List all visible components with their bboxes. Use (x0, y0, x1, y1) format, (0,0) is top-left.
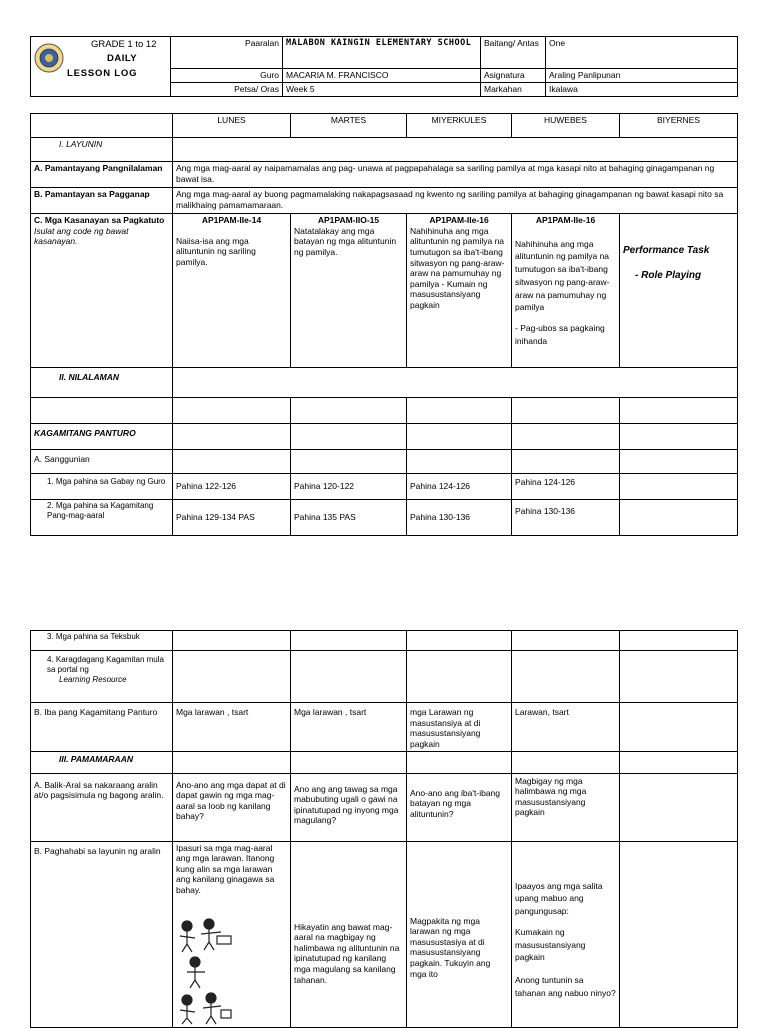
text-miyerkules: Nahihinuha ang mga alituntunin ng pamilya na tumutugon sa iba't-ibang sitwasyon ng pang-araw-araw na pamumuhay ng pamilya - Kumain ng masusustansiyang pagkain (410, 225, 505, 310)
kag-page-miyerkules: Pahina 130-136 (407, 500, 512, 536)
petsa-value: Week 5 (283, 83, 481, 97)
empty-cell (512, 651, 620, 703)
day-martes: MARTES (291, 114, 407, 138)
day-lunes: LUNES (173, 114, 291, 138)
pamantayan-pagganap-text: Ang mga mag-aaral ay buong pagmamalaking nakapagsasaad ng kwento ng sariling pamilya at bahaging ginagampanan ng bawat kasapi nito sa malikhaing pamamamaraan. (173, 188, 738, 214)
karagdagan-cell (31, 651, 173, 703)
empty-cell (173, 424, 291, 450)
kag-page-huwebes: Pahina 130-136 (512, 500, 620, 536)
header-table (30, 36, 738, 97)
empty-left (31, 398, 173, 424)
deped-seal-icon (34, 43, 64, 73)
kasanayan-label: C. Mga Kasanayan sa Pagkatuto (34, 215, 165, 225)
empty-cell (620, 474, 738, 500)
extra-huwebes: - Pag-ubos sa pagkaing inihanda (515, 323, 605, 346)
text-huwebes: Nahihinuha ang mga alituntunin ng pamilya na tumutugon sa iba't-ibang sitwasyon ng pang-araw-araw na pamumuhay ng pamilya (515, 238, 610, 313)
layunin-empty (173, 138, 738, 162)
empty-cell (407, 751, 512, 773)
baitang-label: Baitang/ Antas (481, 37, 546, 69)
balik-martes: Ano ang ang tawag sa mga mabubuting ugali o gawi na ipinatutupad ng inyong mga magulang? (291, 773, 407, 841)
pamantayan-pagganap-label: B. Pamantayan sa Pagganap (31, 188, 173, 214)
guro-page-martes: Pahina 120-122 (291, 474, 407, 500)
baitang-value: One (546, 37, 738, 69)
empty-cell (173, 450, 291, 474)
paghahabi-label: B. Paghahabi sa layunin ng aralin (31, 841, 173, 1027)
paghahabi-martes: Hikayatin ang bawat mag-aaral na magbigay ng halimbawa ng alituntunin na ipinatutupad ng kanilang mga magulang sa kanilang tahanan. (291, 841, 407, 1027)
asignatura-value: Araling Panlipunan (546, 69, 738, 83)
empty-cell (620, 703, 738, 752)
empty-cell (512, 450, 620, 474)
markahan-value: Ikalawa (546, 83, 738, 97)
paaralan-value: MALABON KAINGIN ELEMENTARY SCHOOL (283, 37, 481, 69)
guro-value: MACARIA M. FRANCISCO (283, 69, 481, 83)
empty-cell (173, 651, 291, 703)
nilalaman-empty (173, 368, 738, 398)
huwebes-question: Anong tuntunin sa tahanan ang nabuo ninyo? (515, 975, 616, 998)
empty-cell (291, 424, 407, 450)
kasanayan-sub: Isulat ang code ng bawat kasanayan. (34, 225, 129, 247)
paaralan-label: Paaralan (171, 37, 283, 69)
guro-label: Guro (171, 69, 283, 83)
empty-cell (291, 631, 407, 651)
layunin-heading: I. LAYUNIN (31, 138, 173, 162)
code-miyerkules: AP1PAM-IIe-16 (429, 215, 489, 225)
kasanayan-miyerkules (407, 214, 512, 368)
iba-lunes: Mga larawan , tsart (173, 703, 291, 752)
pamantayang-pangnilalaman-label: A. Pamantayang Pangnilalaman (31, 162, 173, 188)
iba-huwebes: Larawan, tsart (512, 703, 620, 752)
kasanayan-biyernes (620, 214, 738, 368)
empty-cell (620, 398, 738, 424)
empty-cell (620, 841, 738, 1027)
guro-page-lunes: Pahina 122-126 (173, 474, 291, 500)
empty-corner (31, 114, 173, 138)
empty-cell (620, 500, 738, 536)
empty-cell (620, 651, 738, 703)
empty-cell (291, 450, 407, 474)
empty-cell (512, 631, 620, 651)
empty-cell (407, 398, 512, 424)
empty-cell (620, 751, 738, 773)
guro-page-miyerkules: Pahina 124-126 (407, 474, 512, 500)
empty-cell (291, 751, 407, 773)
balik-lunes: Ano-ano ang mga dapat at di dapat gawin ng mga mag-aaral sa loob ng kanilang bahay? (173, 773, 291, 841)
empty-cell (173, 751, 291, 773)
kasanayan-cell (31, 214, 173, 368)
lesson-table-page2 (30, 630, 738, 1028)
text-lunes: Naiisa-isa ang mga alituntunin ng sariling pamilya. (176, 235, 256, 267)
grade-label: GRADE 1 to 12 (91, 39, 157, 50)
empty-cell (173, 398, 291, 424)
huwebes-sentence: Kumakain ng masusustansiyang pagkain (515, 926, 586, 963)
kagamitang-label: 2. Mga pahina sa Kagamitang Pang-mag-aaral (31, 500, 173, 536)
empty-cell (407, 424, 512, 450)
empty-cell (620, 631, 738, 651)
empty-cell (512, 751, 620, 773)
empty-cell (291, 398, 407, 424)
kag-page-martes: Pahina 135 PAS (291, 500, 407, 536)
empty-cell (407, 450, 512, 474)
learning-resource-label: Learning Resource (59, 675, 127, 684)
balik-huwebes: Magbigay ng mga halimbawa ng mga masusustansiyang pagkain (512, 773, 620, 841)
empty-cell (512, 424, 620, 450)
text-martes: Natatalakay ang mga batayan ng mga alituntunin ng pamilya. (294, 225, 397, 257)
performance-task: Performance Task (623, 245, 710, 256)
lesson-table-page1 (30, 113, 738, 536)
iba-pang-label: B. Iba pang Kagamitang Panturo (31, 703, 173, 752)
kasanayan-martes (291, 214, 407, 368)
sanggunian-label: A. Sanggunian (31, 450, 173, 474)
code-martes: AP1PAM-IIO-15 (317, 215, 380, 225)
paghahabi-huwebes (512, 841, 620, 1027)
children-drawing-icon (177, 916, 237, 1026)
code-lunes: AP1PAM-IIe-14 (201, 215, 262, 225)
role-playing: - Role Playing (635, 270, 702, 281)
empty-cell (620, 424, 738, 450)
balik-aral-label: A. Balik-Aral sa nakaraang aralin at/o pagsisimula ng bagong aralin. (31, 773, 173, 841)
kag-page-lunes: Pahina 129-134 PAS (173, 500, 291, 536)
day-biyernes: BIYERNES (620, 114, 738, 138)
empty-cell (620, 450, 738, 474)
huwebes-instruction: Ipaayos ang mga salita upang mabuo ang pangungusap: (515, 880, 603, 916)
pamamaraan-heading: III. PAMAMARAAN (31, 751, 173, 773)
kagamitan-heading: KAGAMITANG PANTURO (31, 424, 173, 450)
asignatura-label: Asignatura (481, 69, 546, 83)
karagdagan-label: 4. Karagdagang Kagamitan mula sa portal ng (47, 655, 164, 674)
petsa-label: Petsa/ Oras (171, 83, 283, 97)
paghahabi-lunes-text: Ipasuri sa mga mag-aaral ang mga larawan. Itanong kung alin sa mga larawan ang kanilang ginagawa sa bahay. (176, 842, 275, 895)
empty-cell (407, 631, 512, 651)
day-miyerkules: MIYERKULES (407, 114, 512, 138)
paghahabi-lunes (173, 841, 291, 1027)
empty-cell (291, 651, 407, 703)
day-huwebes: HUWEBES (512, 114, 620, 138)
paghahabi-miyerkules: Magpakita ng mga larawan ng mga masusustasiya at di masusustansiyang pagkain. Tukuyin ang mga ito (407, 841, 512, 1027)
guro-page-huwebes: Pahina 124-126 (512, 474, 620, 500)
kasanayan-lunes (173, 214, 291, 368)
daily-label: DAILY (107, 53, 138, 64)
iba-miyerkules: mga Larawan ng masustansiya at di masusustansiyang pagkain (407, 703, 512, 752)
code-huwebes: AP1PAM-IIe-16 (535, 215, 596, 225)
markahan-label: Markahan (481, 83, 546, 97)
school-logo-cell (31, 37, 171, 97)
teksbuk-label: 3. Mga pahina sa Teksbuk (31, 631, 173, 651)
empty-cell (512, 398, 620, 424)
empty-cell (173, 631, 291, 651)
gabay-guro-label: 1. Mga pahina sa Gabay ng Guro (31, 474, 173, 500)
empty-cell (407, 651, 512, 703)
balik-miyerkules: Ano-ano ang iba't-ibang batayan ng mga alituntunin? (407, 773, 512, 841)
kasanayan-huwebes (512, 214, 620, 368)
lesson-log-label: LESSON LOG (67, 68, 138, 79)
nilalaman-heading: II. NILALAMAN (31, 368, 173, 398)
empty-cell (620, 773, 738, 841)
pamantayang-pangnilalaman-text: Ang mga mag-aaral ay naipamamalas ang pag- unawa at pagpapahalaga sa sariling pamilya at mga kasapi nito at bahaging ginagampanan ng bawat isa. (173, 162, 738, 188)
iba-martes: Mga larawan , tsart (291, 703, 407, 752)
